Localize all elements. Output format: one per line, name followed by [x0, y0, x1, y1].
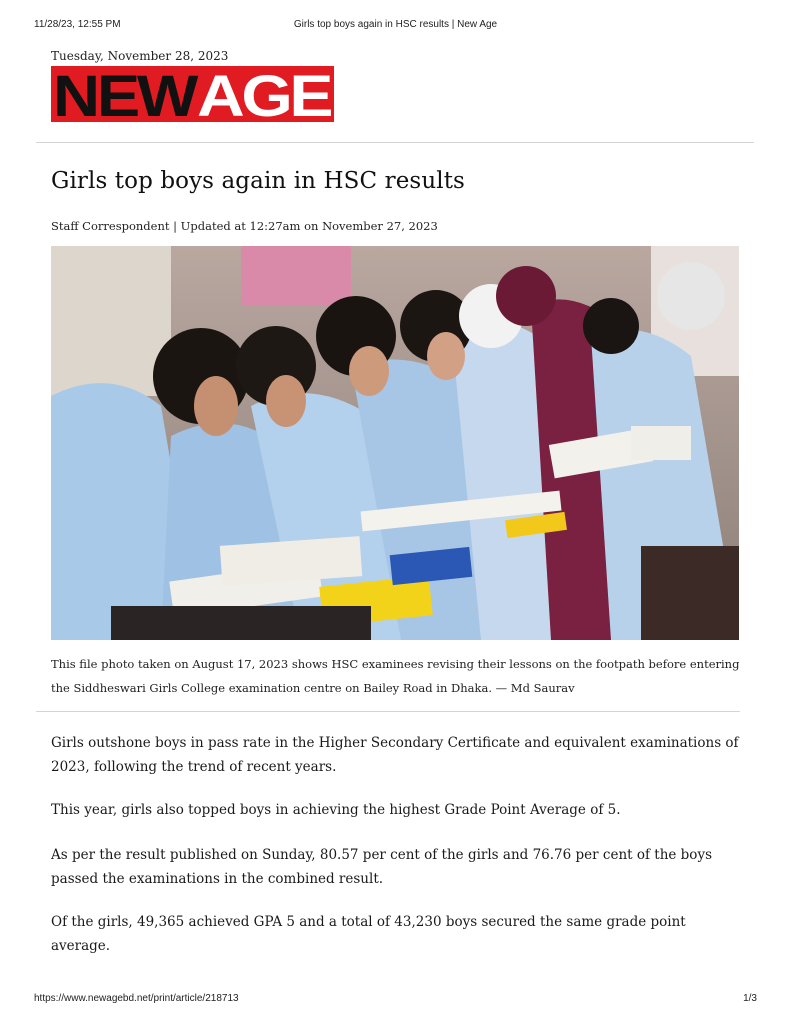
caption-divider: [36, 711, 740, 712]
print-datetime: 11/28/23, 12:55 PM: [34, 19, 121, 30]
print-url[interactable]: https://www.newagebd.net/print/article/218713: [34, 993, 239, 1004]
newage-logo[interactable]: [51, 66, 334, 122]
print-footer: [0, 993, 791, 1007]
article-paragraph-1: Girls outshone boys in pass rate in the Higher Secondary Certificate and equivalent examinations of 2023, following the trend of recent years.: [51, 735, 739, 775]
logo-new-text: NEW: [53, 66, 199, 122]
logo-age-text: AGE: [197, 66, 332, 122]
masthead-date: Tuesday, November 28, 2023: [51, 49, 229, 63]
caption-line-2: the Siddheswari Girls College examination centre on Bailey Road in Dhaka. — Md Saurav: [51, 681, 575, 695]
article-paragraph-4: Of the girls, 49,365 achieved GPA 5 and a total of 43,230 boys secured the same grade point average.: [51, 914, 686, 954]
article-byline: Staff Correspondent | Updated at 12:27am on November 27, 2023: [51, 219, 438, 233]
print-header: [0, 19, 791, 33]
print-page-number: 1/3: [743, 993, 757, 1004]
article-paragraph-3: As per the result published on Sunday, 80.57 per cent of the girls and 76.76 per cent of the boys passed the examinations in the combined result.: [51, 847, 712, 887]
article-headline: Girls top boys again in HSC results: [51, 168, 465, 194]
article-paragraph-2: This year, girls also topped boys in achieving the highest Grade Point Average of 5.: [51, 802, 621, 818]
article-photo: [51, 246, 739, 640]
caption-line-1: This file photo taken on August 17, 2023 shows HSC examinees revising their lessons on the footpath before entering: [51, 657, 740, 671]
photo-caption: [51, 652, 741, 700]
header-divider: [36, 142, 754, 143]
print-page-title: Girls top boys again in HSC results | New Age: [293, 19, 498, 30]
